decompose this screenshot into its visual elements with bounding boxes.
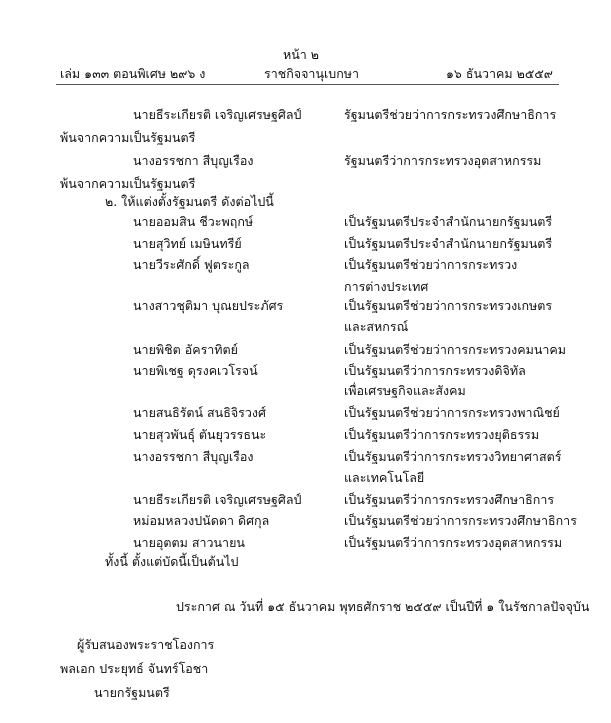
appointee-name: นายสุวพันธุ์ ตันยุวรรธนะ (133, 427, 267, 442)
appointee-position: เป็นรัฐมนตรีประจำสำนักนายกรัฐมนตรี (344, 236, 553, 251)
appointee-position: เป็นรัฐมนตรีช่วยว่าการกระทรวงพาณิชย์ (344, 405, 560, 420)
countersign-label: ผู้รับสนองพระราชโองการ (77, 637, 215, 652)
removed-note: พ้นจากความเป็นรัฐมนตรี (60, 176, 196, 191)
appointee-position: เป็นรัฐมนตรีประจำสำนักนายกรัฐมนตรี (344, 214, 553, 229)
appointee-position: เป็นรัฐมนตรีว่าการกระทรวงวิทยาศาสตร์ (344, 449, 562, 464)
appointee-name: นายสุวิทย์ เมษินทรีย์ (133, 236, 242, 251)
removed-note: พ้นจากความเป็นรัฐมนตรี (60, 130, 196, 145)
appointee-name: นายสนธิรัตน์ สนธิจิรวงศ์ (133, 405, 266, 420)
appointee-position: เป็นรัฐมนตรีว่าการกระทรวงดิจิทัล (344, 363, 526, 378)
removed-name: นางอรรชกา สีบุญเรือง (133, 153, 254, 168)
appointee-position: เป็นรัฐมนตรีว่าการกระทรวงอุตสาหกรรม (344, 535, 563, 550)
removed-position: รัฐมนตรีช่วยว่าการกระทรวงศึกษาธิการ (344, 107, 557, 122)
appointee-name: นายพิชิต อัคราทิตย์ (133, 342, 238, 357)
removed-name: นายธีระเกียรติ เจริญเศรษฐศิลป์ (133, 107, 302, 122)
appointee-position: เป็นรัฐมนตรีช่วยว่าการกระทรวงศึกษาธิการ (344, 513, 577, 528)
appointee-position: เป็นรัฐมนตรีช่วยว่าการกระทรวง (344, 257, 518, 272)
appointee-name: นายพิเชฐ ดุรงคเวโรจน์ (133, 363, 258, 378)
gazette-volume: เล่ม ๑๓๓ ตอนพิเศษ ๒๙๖ ง (60, 66, 206, 81)
gazette-title: ราชกิจจานุเบกษา (264, 66, 360, 81)
appointee-position: เป็นรัฐมนตรีว่าการกระทรวงยุติธรรม (344, 427, 540, 442)
appointee-name: นายวีระศักดิ์ ฟูตระกูล (133, 257, 250, 272)
appointee-name: นางสาวชุติมา บุณยประภัศร (133, 298, 284, 313)
appointee-name: นายธีระเกียรติ เจริญเศรษฐศิลป์ (133, 492, 302, 507)
gazette-date: ๑๖ ธันวาคม ๒๕๕๙ (446, 66, 553, 81)
appointee-name: นายออมสิน ชีวะพฤกษ์ (133, 214, 254, 229)
appointee-position-cont: เพื่อเศรษฐกิจและสังคม (344, 383, 466, 398)
appointee-position-cont: และสหกรณ์ (344, 319, 409, 334)
section-heading: ๒. ให้แต่งตั้งรัฐมนตรี ดังต่อไปนี้ (105, 194, 274, 209)
appointee-position: เป็นรัฐมนตรีช่วยว่าการกระทรวงคมนาคม (344, 342, 566, 357)
proclamation-line: ประกาศ ณ วันที่ ๑๕ ธันวาคม พุทธศักราช ๒๕๕๙ เป็นปีที่ ๑ ในรัชกาลปัจจุบัน (176, 599, 590, 614)
signatory-title: นายกรัฐมนตรี (94, 685, 170, 700)
appointee-name: นายอุตตม สาวนายน (133, 535, 245, 550)
appointee-name: หม่อมหลวงปนัดดา ดิศกุล (133, 513, 270, 528)
effective-clause: ทั้งนี้ ตั้งแต่บัดนี้เป็นต้นไป (105, 554, 239, 569)
header-divider (56, 84, 559, 85)
appointee-position-cont: และเทคโนโลยี (344, 470, 425, 485)
signatory-name: พลเอก ประยุทธ์ จันทร์โอชา (60, 661, 209, 676)
removed-position: รัฐมนตรีว่าการกระทรวงอุตสาหกรรม (344, 153, 542, 168)
appointee-position: เป็นรัฐมนตรีว่าการกระทรวงศึกษาธิการ (344, 492, 555, 507)
appointee-name: นางอรรชกา สีบุญเรือง (133, 449, 254, 464)
page-number: หน้า ๒ (283, 47, 320, 62)
appointee-position: เป็นรัฐมนตรีช่วยว่าการกระทรวงเกษตร (344, 298, 553, 313)
appointee-position-cont: การต่างประเทศ (344, 279, 429, 294)
